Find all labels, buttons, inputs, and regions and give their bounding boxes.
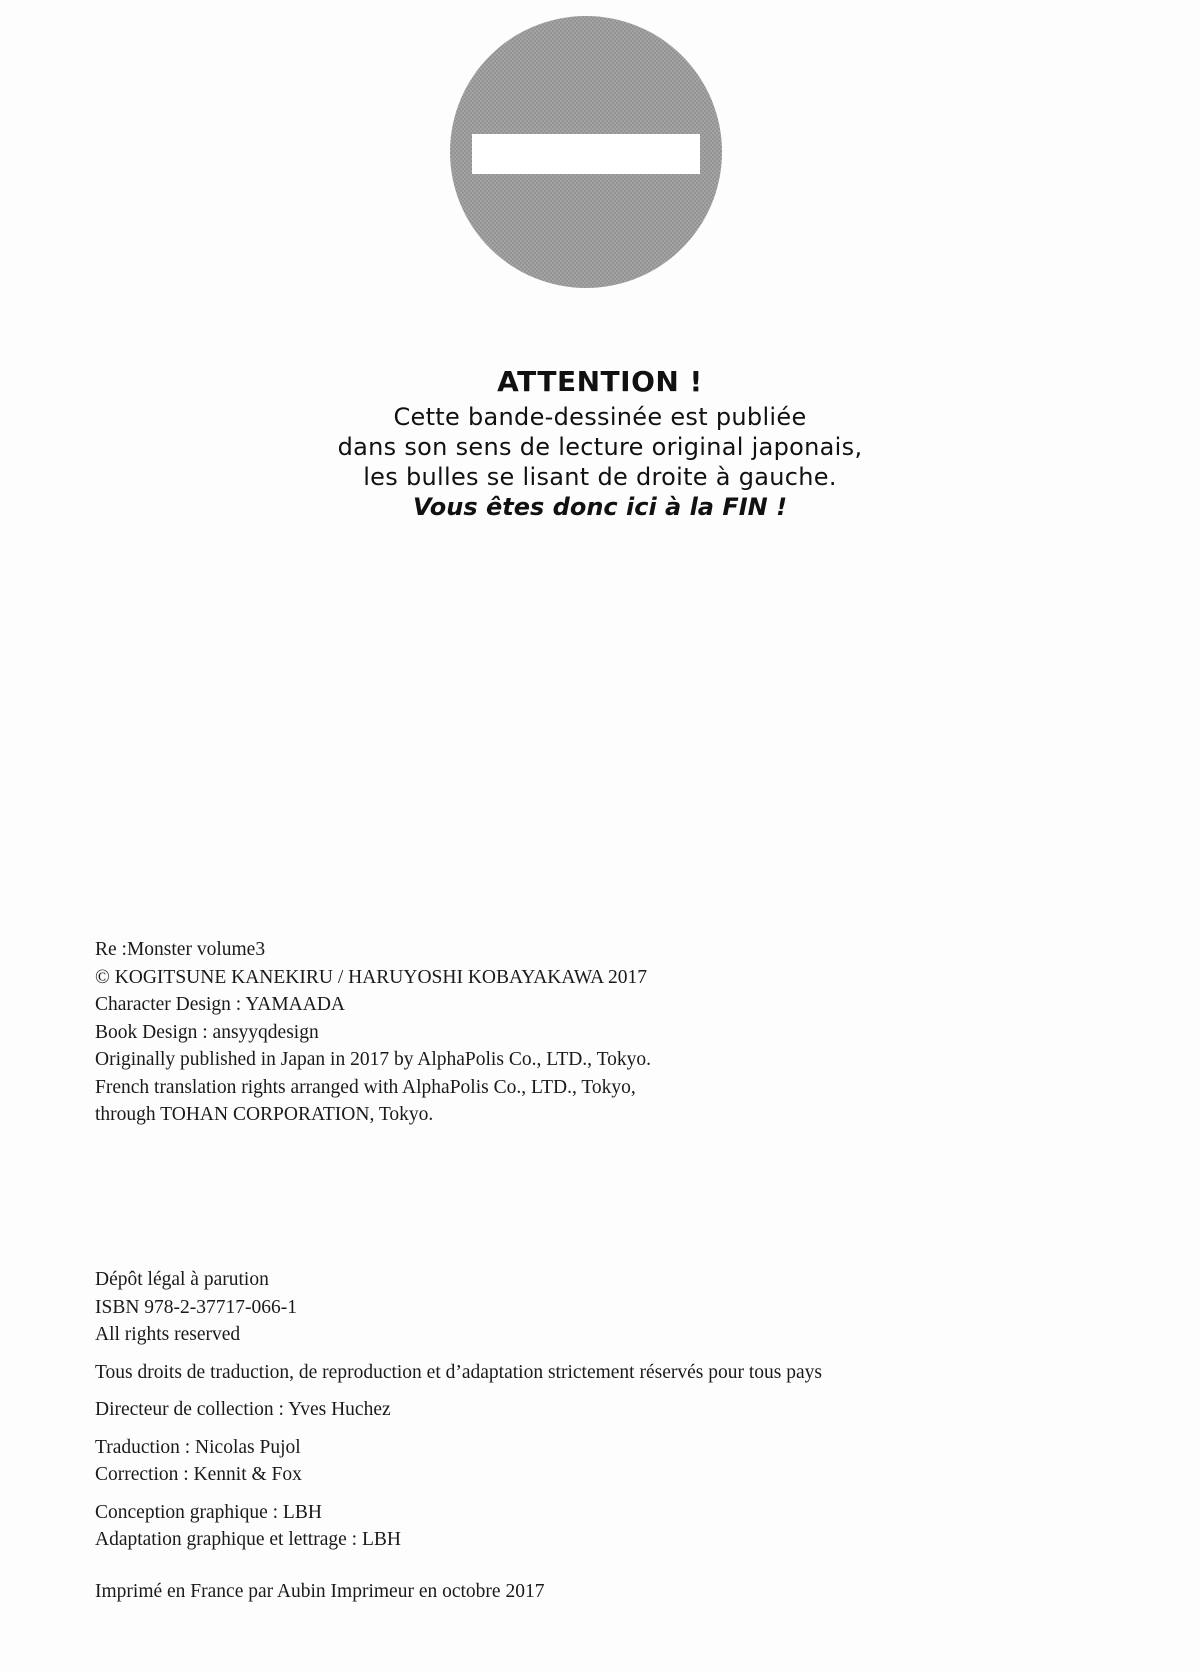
character-design: Character Design : YAMAADA (95, 994, 346, 1015)
translation-rights: French translation rights arranged with AlphaPolis Co., LTD., Tokyo, (95, 1076, 636, 1098)
notice-final: Vous êtes donc ici à la FIN ! (412, 493, 788, 521)
notice-title: ATTENTION ! (497, 365, 703, 398)
tous-droits: Tous droits de traduction, de reproduction et d’adaptation strictement réservés pour tous pays (95, 1361, 822, 1383)
notice-line: les bulles se lisant de droite à gauche. (363, 463, 837, 491)
correction: Correction : Kennit & Fox (95, 1464, 302, 1485)
no-entry-icon (448, 14, 724, 290)
imprime: Imprimé en France par Aubin Imprimeur en octobre 2017 (95, 1580, 545, 1602)
rights-reserved: All rights reserved (95, 1324, 241, 1345)
notice-line: dans son sens de lecture original japonais, (337, 433, 863, 461)
copyright: © KOGITSUNE KANEKIRU / HARUYOSHI KOBAYAKAWA 2017 (95, 966, 648, 988)
series-title: Re :Monster volume3 (95, 939, 266, 960)
reading-direction-notice (150, 362, 1050, 522)
conception-graphique: Conception graphique : LBH (95, 1501, 322, 1523)
traduction: Traduction : Nicolas Pujol (95, 1436, 301, 1458)
depot-legal: Dépôt légal à parution (95, 1269, 269, 1290)
colophon (95, 936, 651, 1129)
translation-rights-agency: through TOHAN CORPORATION, Tokyo. (95, 1104, 434, 1125)
directeur-collection: Directeur de collection : Yves Huchez (95, 1399, 391, 1420)
legal-info (95, 1266, 822, 1605)
notice-line: Cette bande-dessinée est publiée (393, 403, 807, 431)
isbn: ISBN 978-2-37717-066-1 (95, 1296, 298, 1318)
original-publication: Originally published in Japan in 2017 by AlphaPolis Co., LTD., Tokyo. (95, 1049, 652, 1070)
adaptation-graphique: Adaptation graphique et lettrage : LBH (95, 1529, 401, 1550)
sign-bar (472, 134, 700, 174)
book-design: Book Design : ansyyqdesign (95, 1021, 319, 1043)
